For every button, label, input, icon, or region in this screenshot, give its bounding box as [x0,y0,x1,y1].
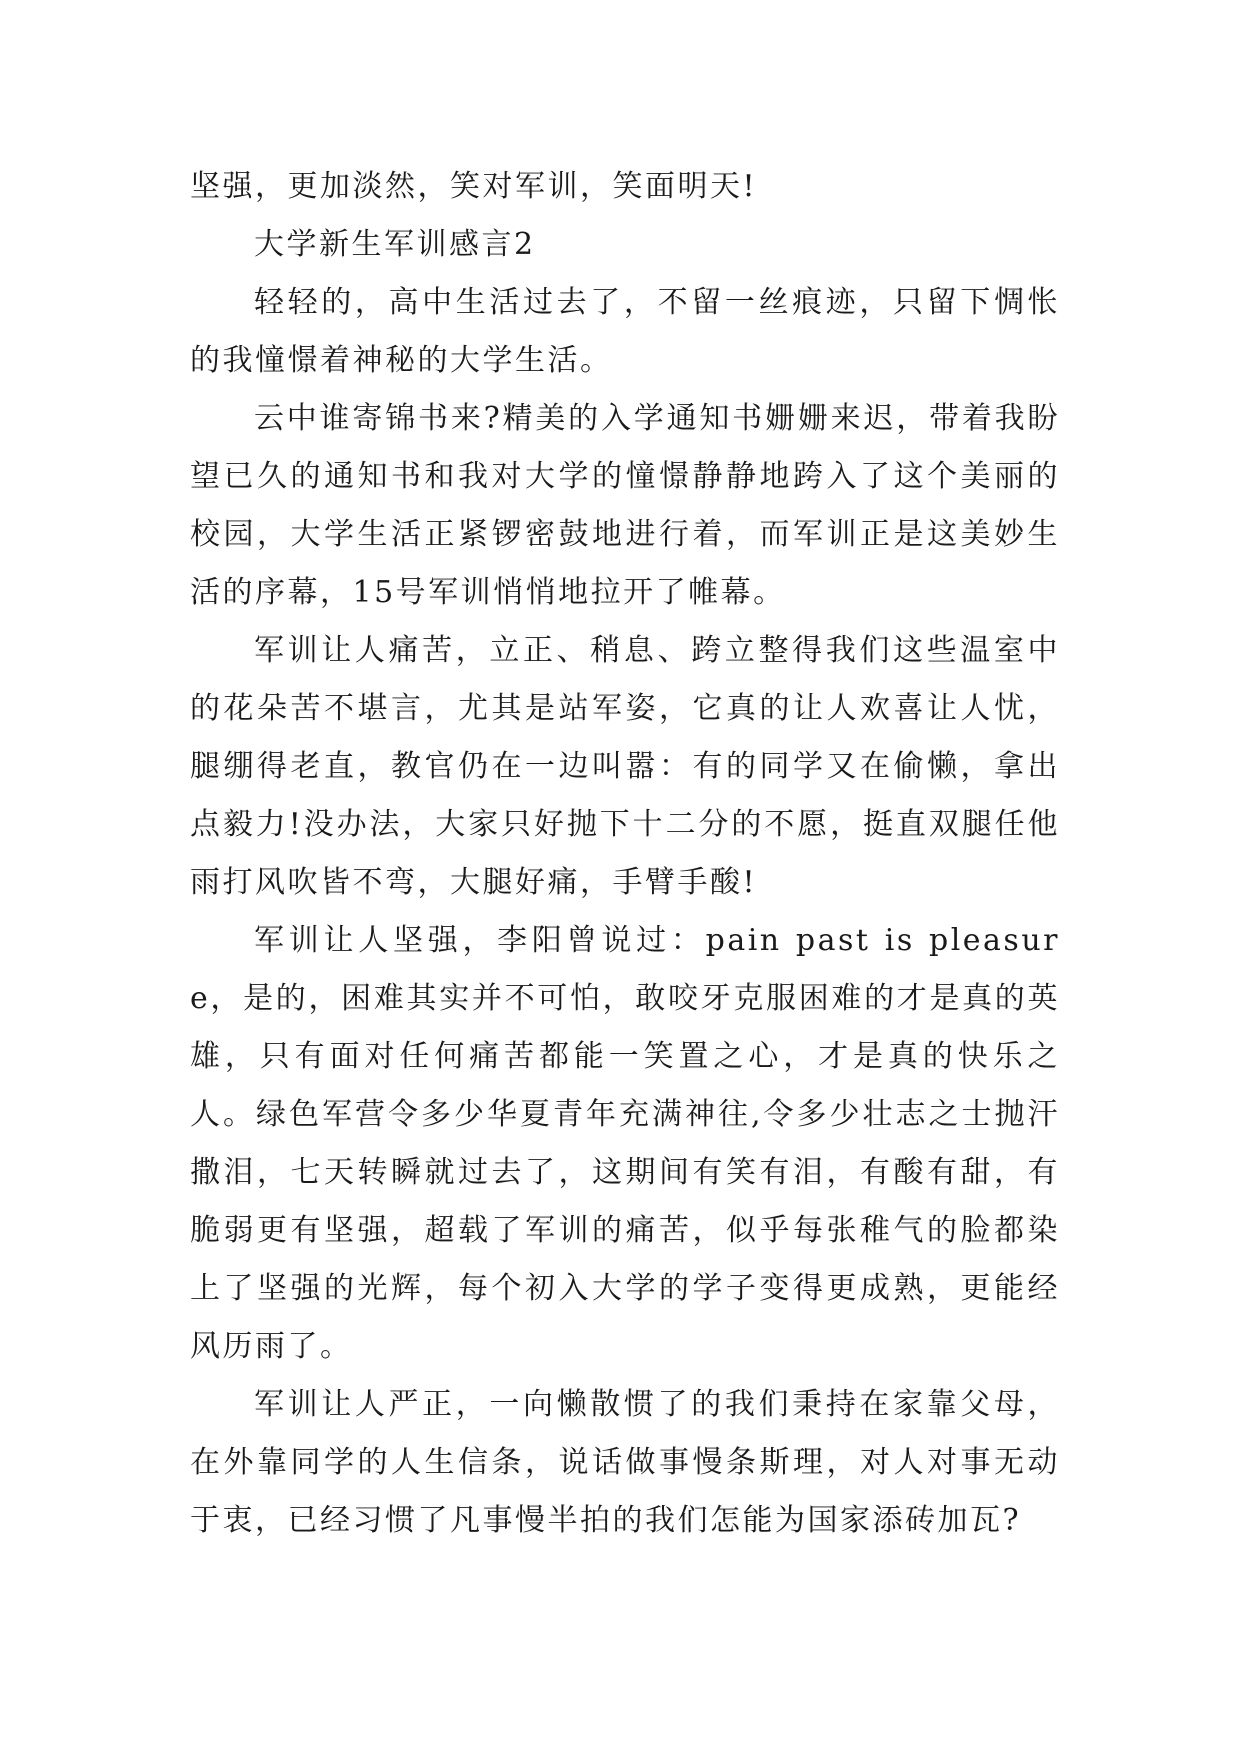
paragraph: 轻轻的，高中生活过去了，不留一丝痕迹，只留下惆怅的我憧憬着神秘的大学生活。 [190,285,1060,378]
paragraph: 军训让人坚强，李阳曾说过：pain past is pleasure，是的，困难其实并不可怕，敢咬牙克服困难的才是真的英雄，只有面对任何痛苦都能一笑置之心，才是真的快乐之人。绿色军营令多少华夏青年充满神往,令多少壮志之士抛汗撒泪，七天转瞬就过去了，这期间有笑有泪，有酸有甜，有脆弱更有坚强，超载了军训的痛苦，似乎每张稚气的脸都染上了坚强的光辉，每个初入大学的学子变得更成熟，更能经风历雨了。 [190,923,1060,1364]
paragraph: 云中谁寄锦书来?精美的入学通知书姗姗来迟，带着我盼望已久的通知书和我对大学的憧憬静静地跨入了这个美丽的校园，大学生活正紧锣密鼓地进行着，而军训正是这美妙生活的序幕，15号军训悄悄地拉开了帷幕。 [190,401,1060,610]
section-heading: 大学新生军训感言2 [254,227,536,262]
paragraph: 军训让人痛苦，立正、稍息、跨立整得我们这些温室中的花朵苦不堪言，尤其是站军姿，它真的让人欢喜让人忧，腿绷得老直，教官仍在一边叫嚣：有的同学又在偷懒，拿出点毅力!没办法，大家只好抛下十二分的不愿，挺直双腿任他雨打风吹皆不弯，大腿好痛，手臂手酸! [190,633,1060,900]
paragraph-continuation: 坚强，更加淡然，笑对军训，笑面明天! [190,169,758,204]
paragraph: 军训让人严正，一向懒散惯了的我们秉持在家靠父母，在外靠同学的人生信条，说话做事慢条斯理，对人对事无动于衷，已经习惯了凡事慢半拍的我们怎能为国家添砖加瓦? [190,1387,1060,1538]
document-body [190,158,1060,1550]
